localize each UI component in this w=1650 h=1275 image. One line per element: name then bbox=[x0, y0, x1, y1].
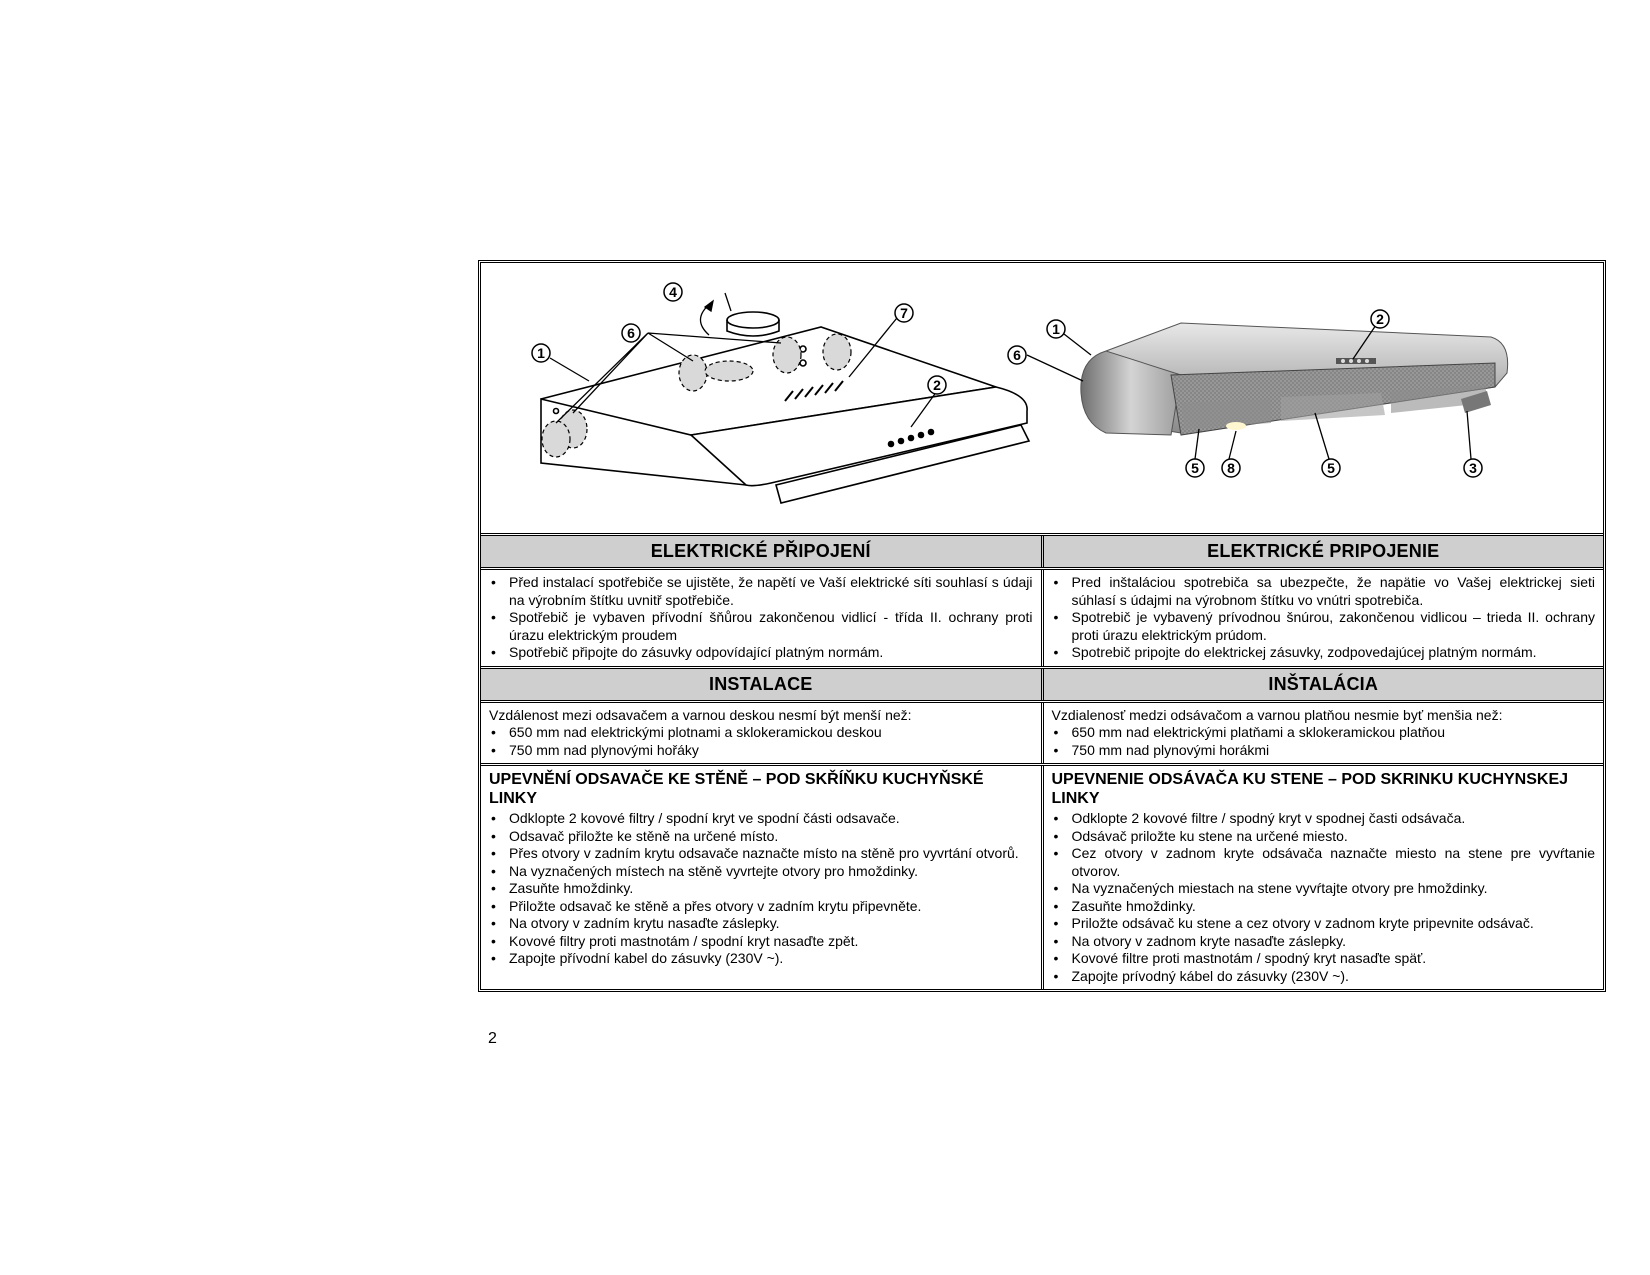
list-item: • Odsavač přiložte ke stěně na určené místo. bbox=[489, 828, 1033, 846]
installation-header-row bbox=[481, 669, 1603, 703]
mounting-title-sk: UPEVNENIE ODSÁVAČA KU STENE – POD SKRINKU KUCHYNSKEJ LINKY bbox=[1051, 771, 1569, 807]
installation-body-cz bbox=[481, 703, 1041, 764]
svg-text:7: 7 bbox=[900, 305, 908, 321]
list-item: • 650 mm nad elektrickými plotnami a sklokeramickou deskou bbox=[489, 724, 1033, 742]
list-item: • Zapojte přívodní kabel do zásuvky (230V ~). bbox=[489, 950, 1033, 968]
list-item: • Na vyznačených místech na stěně vyvrtejte otvory pro hmoždinky. bbox=[489, 863, 1033, 881]
callout-right-3 bbox=[1464, 459, 1482, 477]
mounting-title-cz: UPEVNĚNÍ ODSAVAČE KE STĚNĚ – POD SKŘÍŇKU KUCHYŇSKÉ LINKY bbox=[489, 771, 984, 807]
installation-intro-cz: Vzdálenost mezi odsavačem a varnou deskou nesmí být menší než: bbox=[489, 706, 912, 723]
list-item: • 750 mm nad plynovými horákmi bbox=[1052, 742, 1596, 760]
mounting-list-sk bbox=[1052, 810, 1596, 985]
list-item: • Priložte odsávač ku stene a cez otvory v zadnom kryte pripevnite odsávač. bbox=[1052, 915, 1596, 933]
callout-right-5a bbox=[1186, 459, 1204, 477]
list-item: • Kovové filtre proti mastnotám / spodný kryt nasaďte späť. bbox=[1052, 950, 1596, 968]
svg-text:2: 2 bbox=[933, 377, 941, 393]
electrical-list-cz bbox=[489, 574, 1033, 662]
svg-text:6: 6 bbox=[627, 325, 635, 341]
installation-list-sk bbox=[1052, 724, 1596, 759]
electrical-header-row bbox=[481, 536, 1603, 570]
electrical-list-sk bbox=[1052, 574, 1596, 662]
electrical-body-cz bbox=[481, 570, 1041, 666]
callout-right-8 bbox=[1222, 459, 1240, 477]
callout-right-5b bbox=[1322, 459, 1340, 477]
list-item: • 650 mm nad elektrickými platňami a sklokeramickou platňou bbox=[1052, 724, 1596, 742]
svg-text:5: 5 bbox=[1191, 460, 1199, 476]
list-item: • Odklopte 2 kovové filtre / spodný kryt v spodnej časti odsávača. bbox=[1052, 810, 1596, 828]
svg-text:1: 1 bbox=[537, 345, 545, 361]
callout-right-2 bbox=[1371, 310, 1389, 328]
electrical-body-sk bbox=[1041, 570, 1604, 666]
svg-text:8: 8 bbox=[1227, 460, 1235, 476]
list-item: • Spotrebič je vybavený prívodnou šnúrou, zakončenou vidlicou – trieda II. ochrany proti úrazu elektrickým prúdom. bbox=[1052, 609, 1596, 644]
list-item: • Cez otvory v zadnom kryte odsávača naznačte miesto na stene pre vyvŕtanie otvorov. bbox=[1052, 845, 1596, 880]
callout-left-1 bbox=[532, 344, 550, 362]
list-item: • Na vyznačených miestach na stene vyvŕtajte otvory pre hmoždinky. bbox=[1052, 880, 1596, 898]
hood-photo bbox=[1081, 323, 1508, 435]
list-item: • Na otvory v zadním krytu nasaďte záslepky. bbox=[489, 915, 1033, 933]
list-item: • Přes otvory v zadním krytu odsavače naznačte místo na stěně pro vyvrtání otvorů. bbox=[489, 845, 1033, 863]
installation-list-cz bbox=[489, 724, 1033, 759]
list-item: • Pred inštaláciou spotrebiča sa ubezpečte, že napätie vo Vašej elektrickej sieti súhlasí s údajmi na výrobnom štítku vo vnútri spotrebiča. bbox=[1052, 574, 1596, 609]
list-item: • Zasuňte hmoždinky. bbox=[1052, 898, 1596, 916]
list-item: • Zasuňte hmoždinky. bbox=[489, 880, 1033, 898]
installation-intro-sk: Vzdialenosť medzi odsávačom a varnou platňou nesmie byť menšia než: bbox=[1051, 706, 1503, 723]
mounting-body-sk bbox=[1041, 766, 1604, 989]
installation-body-sk bbox=[1041, 703, 1604, 764]
list-item: • Spotřebič je vybaven přívodní šňůrou zakončenou vidlicí - třída II. ochrany proti úrazu elektrickým proudem bbox=[489, 609, 1033, 644]
svg-text:4: 4 bbox=[669, 284, 677, 300]
list-item: • Zapojte prívodný kábel do zásuvky (230V ~). bbox=[1052, 968, 1596, 986]
callout-left-6 bbox=[622, 324, 640, 342]
electrical-title-cz: ELEKTRICKÉ PŘIPOJENÍ bbox=[481, 536, 1041, 567]
list-item: • Spotrebič pripojte do elektrickej zásuvky, zodpovedajúcej platným normám. bbox=[1052, 644, 1596, 662]
mounting-list-cz bbox=[489, 810, 1033, 968]
electrical-body-row bbox=[481, 570, 1603, 669]
mounting-row bbox=[481, 766, 1603, 989]
page-number: 2 bbox=[488, 1030, 497, 1047]
manual-table bbox=[478, 260, 1606, 992]
list-item: • Před instalací spotřebiče se ujistěte, že napětí ve Vaší elektrické síti souhlasí s údaji na výrobním štítku uvnitř spotřebiče. bbox=[489, 574, 1033, 609]
callout-left-2 bbox=[928, 376, 946, 394]
list-item: • 750 mm nad plynovými hořáky bbox=[489, 742, 1033, 760]
mounting-body-cz bbox=[481, 766, 1041, 989]
svg-text:3: 3 bbox=[1469, 460, 1477, 476]
svg-text:6: 6 bbox=[1013, 347, 1021, 363]
figures-panel bbox=[481, 263, 1603, 536]
installation-title-cz: INSTALACE bbox=[481, 669, 1041, 700]
callout-right-6 bbox=[1008, 346, 1026, 364]
list-item: • Odsávač priložte ku stene na určené miesto. bbox=[1052, 828, 1596, 846]
electrical-title-sk: ELEKTRICKÉ PRIPOJENIE bbox=[1041, 536, 1604, 567]
list-item: • Kovové filtry proti mastnotám / spodní kryt nasaďte zpět. bbox=[489, 933, 1033, 951]
callout-left-4 bbox=[664, 283, 682, 301]
list-item: • Na otvory v zadnom kryte nasaďte záslepky. bbox=[1052, 933, 1596, 951]
installation-title-sk: INŠTALÁCIA bbox=[1041, 669, 1604, 700]
callout-right-1 bbox=[1047, 320, 1065, 338]
hood-diagrams bbox=[481, 263, 1603, 533]
installation-body-row bbox=[481, 703, 1603, 767]
list-item: • Odklopte 2 kovové filtry / spodní kryt ve spodní části odsavače. bbox=[489, 810, 1033, 828]
list-item: • Přiložte odsavač ke stěně a přes otvory v zadním krytu připevněte. bbox=[489, 898, 1033, 916]
list-item: • Spotřebič připojte do zásuvky odpovídající platným normám. bbox=[489, 644, 1033, 662]
svg-text:5: 5 bbox=[1327, 460, 1335, 476]
svg-text:1: 1 bbox=[1052, 321, 1060, 337]
callout-left-7 bbox=[895, 304, 913, 322]
svg-text:2: 2 bbox=[1376, 311, 1384, 327]
